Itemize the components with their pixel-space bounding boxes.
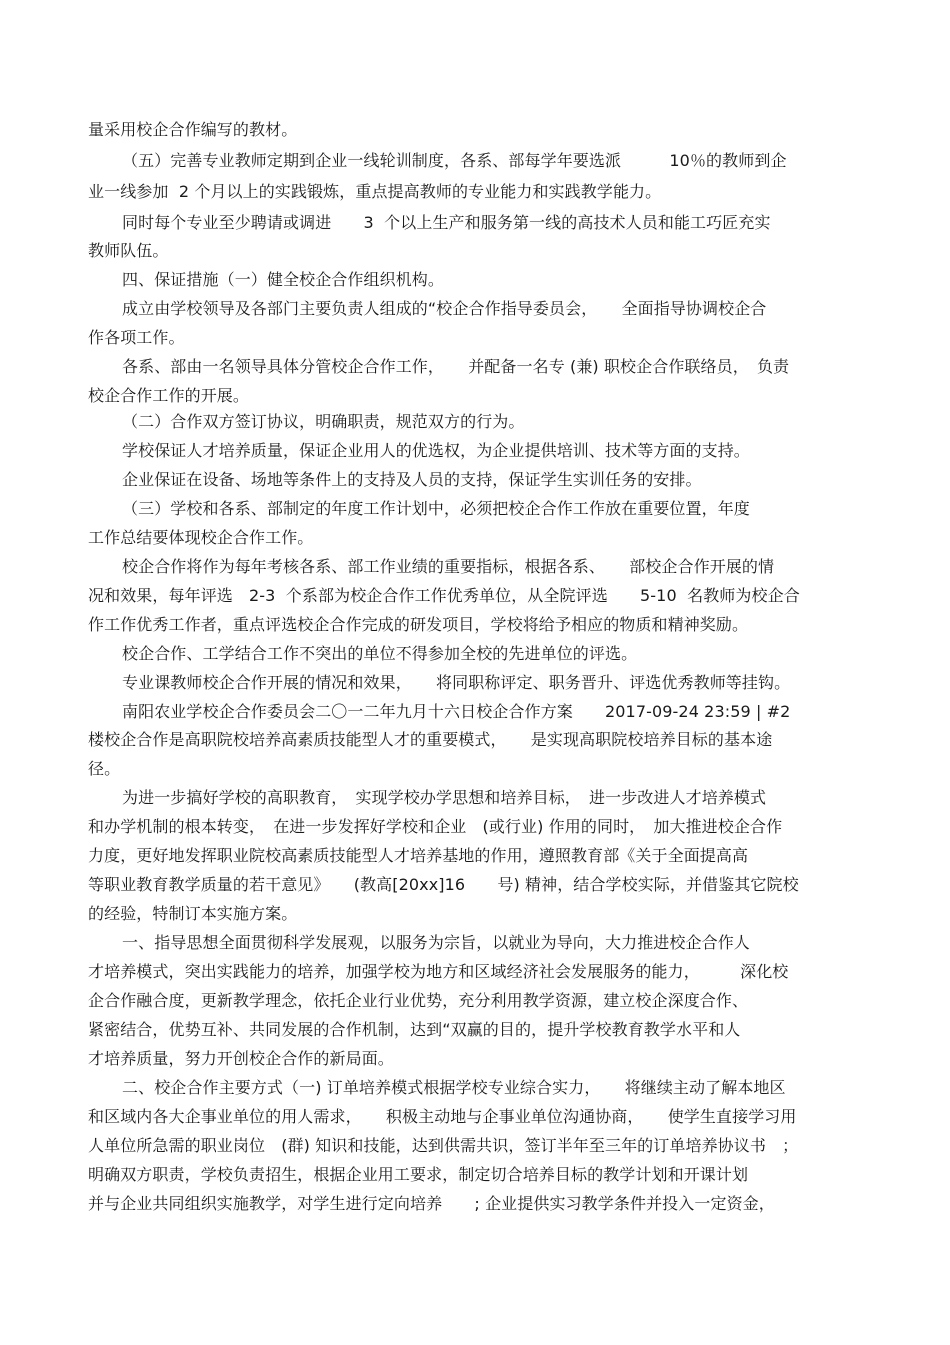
text-line: 同时每个专业至少聘请或调进 3 个以上生产和服务第一线的高技术人员和能工巧匠充实 xyxy=(122,213,771,232)
text-line: （三）学校和各系、部制定的年度工作计划中，必须把校企合作工作放在重要位置，年度 xyxy=(122,499,750,518)
text-line: 人单位所急需的职业岗位 (群) 知识和技能，达到供需共识，签订半年至三年的订单培养协议书 ； xyxy=(88,1136,799,1155)
text-line: 作工作优秀工作者，重点评选校企合作完成的研发项目，学校将给予相应的物质和精神奖励。 xyxy=(88,615,749,634)
text-line: 专业课教师校企合作开展的情况和效果， 将同职称评定、职务晋升、评选优秀教师等挂钩。 xyxy=(122,673,791,692)
text-line: 的经验，特制订本实施方案。 xyxy=(88,904,298,923)
text-line: （五）完善专业教师定期到企业一线轮训制度，各系、部每学年要选派 10％的教师到企 xyxy=(122,151,787,170)
text-line: 楼校企合作是高职院校培养高素质技能型人才的重要模式， 是实现高职院校培养目标的基本途 xyxy=(88,730,773,749)
text-line: 各系、部由一名领导具体分管校企合作工作， 并配备一名专 (兼) 职校企合作联络员， 负责 xyxy=(122,357,790,376)
text-line: 况和效果，每年评选 2-3 个系部为校企合作工作优秀单位，从全院评选 5-10 名教师为校企合 xyxy=(88,586,800,605)
text-line: 校企合作将作为每年考核各系、部工作业绩的重要指标，根据各系、 部校企合作开展的情 xyxy=(122,557,775,576)
text-line: 力度，更好地发挥职业院校高素质技能型人才培养基地的作用，遵照教育部《关于全面提高高 xyxy=(88,846,749,865)
text-line: 四、保证措施（一）健全校企合作组织机构。 xyxy=(122,270,445,289)
text-line: 才培养模式，突出实践能力的培养，加强学校为地方和区域经济社会发展服务的能力， 深化校 xyxy=(88,962,789,981)
text-line: 径。 xyxy=(88,759,121,778)
text-line: 企合作融合度，更新教学理念，依托企业行业优势，充分利用教学资源，建立校企深度合作、 xyxy=(88,991,749,1010)
text-line: 紧密结合，优势互补、共同发展的合作机制，达到“双赢的目的，提升学校教育教学水平和人 xyxy=(88,1020,741,1039)
text-line: 量采用校企合作编写的教材。 xyxy=(88,120,298,139)
text-line: 校企合作工作的开展。 xyxy=(88,386,250,405)
text-line: 教师队伍。 xyxy=(88,241,169,260)
text-line: 并与企业共同组织实施教学，对学生进行定向培养 ; 企业提供实习教学条件并投入一定资金， xyxy=(88,1194,775,1213)
text-line: 成立由学校领导及各部门主要负责人组成的“校企合作指导委员会， 全面指导协调校企合 xyxy=(122,299,767,318)
text-line: 明确双方职责，学校负责招生，根据企业用工要求，制定切合培养目标的教学计划和开课计划 xyxy=(88,1165,749,1184)
text-line: 南阳农业学校企合作委员会二〇一二年九月十六日校企合作方案 2017-09-24 23:59 | #2 xyxy=(122,702,791,721)
text-line: 为进一步搞好学校的高职教育， 实现学校办学思想和培养目标， 进一步改进人才培养模式 xyxy=(122,788,767,807)
text-line: 企业保证在设备、场地等条件上的支持及人员的支持，保证学生实训任务的安排。 xyxy=(122,470,702,489)
text-line: 学校保证人才培养质量，保证企业用人的优选权，为企业提供培训、技术等方面的支持。 xyxy=(122,441,750,460)
text-line: 二、校企合作主要方式（一) 订单培养模式根据学校专业综合实力， 将继续主动了解本地区 xyxy=(122,1078,786,1097)
text-line: 和办学机制的根本转变， 在进一步发挥好学校和企业 (或行业) 作用的同时， 加大推进校企合作 xyxy=(88,817,783,836)
text-line: 作各项工作。 xyxy=(88,328,185,347)
text-line: 工作总结要体现校企合作工作。 xyxy=(88,528,314,547)
text-line: 等职业教育教学质量的若干意见》 (教高[20xx]16 号) 精神，结合学校实际，并借鉴其它院校 xyxy=(88,875,799,894)
text-line: 才培养质量，努力开创校企合作的新局面。 xyxy=(88,1049,394,1068)
text-line: 业一线参加 2 个月以上的实践锻炼，重点提高教师的专业能力和实践教学能力。 xyxy=(88,182,662,201)
text-line: 一、指导思想全面贯彻科学发展观，以服务为宗旨，以就业为导向，大力推进校企合作人 xyxy=(122,933,750,952)
text-line: 校企合作、工学结合工作不突出的单位不得参加全校的先进单位的评选。 xyxy=(122,644,638,663)
text-line: （二）合作双方签订协议，明确职责，规范双方的行为。 xyxy=(122,412,525,431)
text-line: 和区域内各大企事业单位的用人需求， 积极主动地与企事业单位沟通协商， 使学生直接学习用 xyxy=(88,1107,797,1126)
